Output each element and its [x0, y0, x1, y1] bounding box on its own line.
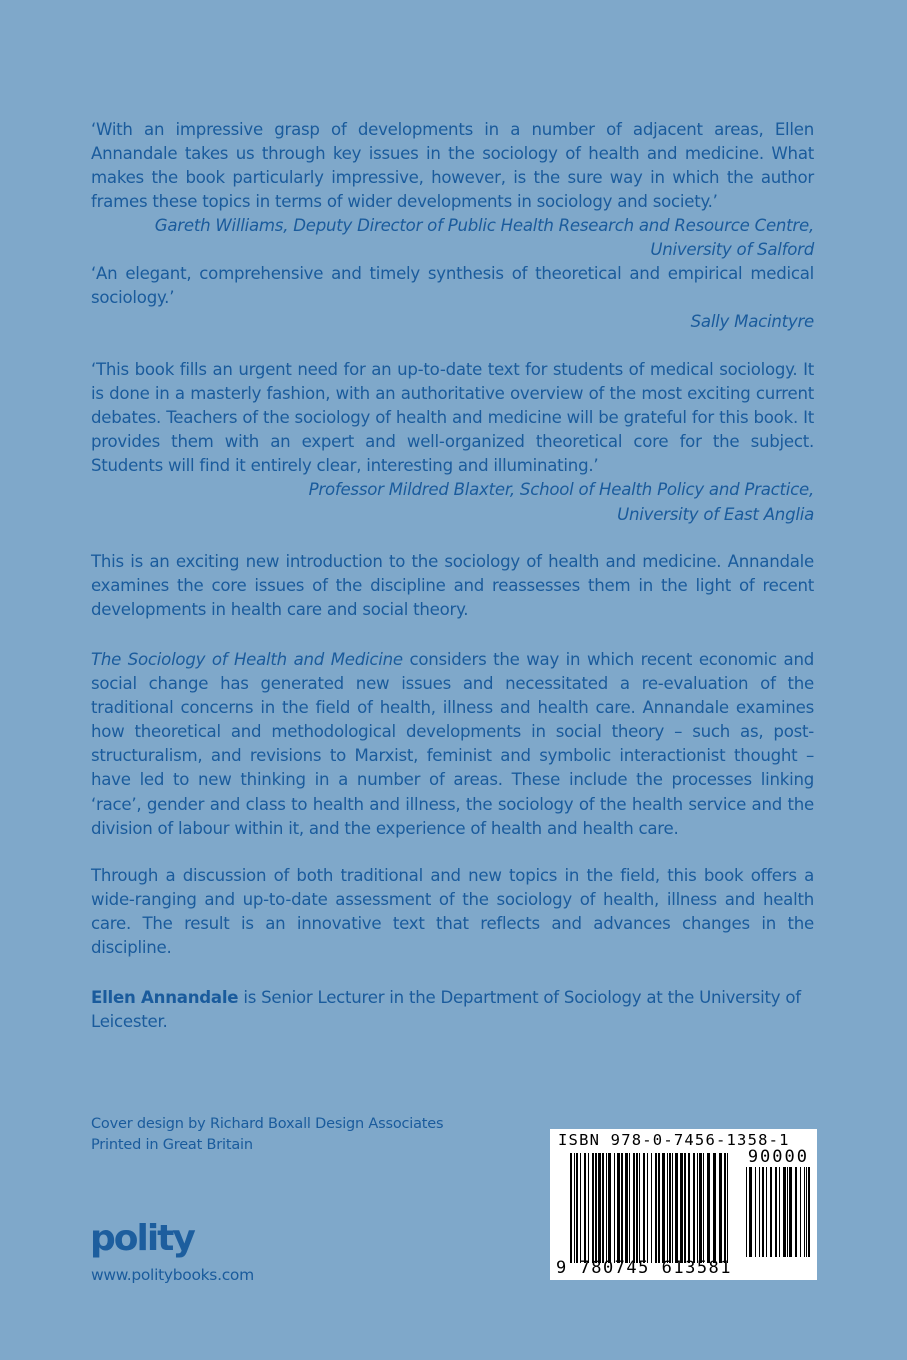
barcode-bar	[779, 1167, 780, 1257]
quote-attribution: Sally Macintyre	[690, 312, 814, 332]
review-quote-2	[91, 262, 814, 334]
barcode-bar	[643, 1153, 645, 1263]
barcode-bar	[688, 1153, 690, 1263]
barcode-bar	[762, 1167, 764, 1257]
quote-attribution: Professor Mildred Blaxter, School of Health Policy and Practice,	[308, 480, 814, 500]
barcode-bar	[789, 1167, 792, 1257]
barcode-bar	[699, 1153, 702, 1263]
barcode-bar	[574, 1153, 575, 1263]
barcode-bar	[746, 1167, 747, 1257]
ean-digits: 9 780745 613581	[556, 1258, 733, 1278]
review-quote-1	[91, 118, 814, 263]
barcode-bar	[787, 1167, 788, 1257]
barcode-bar	[614, 1153, 615, 1263]
bio-text: is Senior Lecturer in the Department of Sociology at the University of Leicester.	[91, 988, 801, 1032]
barcode-bar	[598, 1153, 601, 1263]
barcode-bar	[724, 1153, 726, 1263]
barcode-bar	[621, 1153, 623, 1263]
barcode-bar	[584, 1153, 586, 1263]
barcode-bar	[680, 1153, 683, 1263]
quote-text: ‘An elegant, comprehensive and timely synthesis of theoretical and empirical medical sociology.’	[91, 264, 814, 308]
barcode-bar	[770, 1167, 772, 1257]
barcode-bar	[713, 1153, 716, 1263]
barcode-bar	[759, 1167, 760, 1257]
barcode-bar	[675, 1153, 678, 1263]
barcode-bar	[669, 1153, 671, 1263]
barcode-bar	[806, 1167, 807, 1257]
author-bio	[91, 986, 814, 1034]
barcode-bar	[693, 1153, 695, 1263]
barcode-bar	[749, 1167, 752, 1257]
price-addon-code: 90000	[747, 1147, 809, 1167]
barcode-bar	[755, 1167, 756, 1257]
barcode-bar	[658, 1153, 660, 1263]
barcode-bar	[655, 1153, 657, 1263]
barcode-bar	[595, 1153, 597, 1263]
barcode-bar	[576, 1153, 578, 1263]
barcode-bar	[639, 1153, 640, 1263]
quote-text: ‘This book fills an urgent need for an up-to-date text for students of medical sociology. It is done in a masterly fashion, with an authoritative overview of the most exciting current debates. Teachers of the sociology of health and medicine will be grateful for this book. It provides them with an expert and well-organized theoretical core for the subject. Students will find it entirely clear, interesting and illuminating.’	[91, 360, 814, 476]
cover-credit: Cover design by Richard Boxall Design Associates	[91, 1116, 444, 1132]
isbn-barcode	[550, 1129, 817, 1280]
barcode-bar	[783, 1167, 786, 1257]
barcode-bar	[775, 1167, 777, 1257]
barcode-bar	[795, 1167, 797, 1257]
quote-attribution-affiliation: University of East Anglia	[617, 504, 814, 524]
barcode-bar	[662, 1153, 665, 1263]
barcode-bar	[602, 1153, 604, 1263]
description-paragraph-1: This is an exciting new introduction to the sociology of health and medicine. Annandale examines the core issues of the discipline and reassesses them in the light of recent developments in health care and social theory.	[91, 552, 814, 620]
publisher-url: www.politybooks.com	[91, 1266, 254, 1284]
barcode-bar	[633, 1153, 635, 1263]
barcode-bar	[647, 1153, 648, 1263]
description-paragraph-3: Through a discussion of both traditional and new topics in the field, this book offers a wide-ranging and up-to-date assessment of the sociology of health, illness and health care. The result is an innovative text that reflects and advances changes in the discipline.	[91, 866, 814, 958]
quote-attribution: Gareth Williams, Deputy Director of Public Health Research and Resource Centre,	[154, 216, 814, 236]
barcode-bar	[697, 1153, 698, 1263]
barcode-bar	[808, 1167, 810, 1257]
description-paragraph-2	[91, 648, 814, 841]
barcode-bar	[580, 1153, 581, 1263]
paragraph-text: considers the way in which recent economic and social change has generated new issues and necessitated a re-evaluation of the traditional concerns in the field of health, illness and health care. Annandale examines how theoretical and methodological developments in social theory – such as, post-structuralism, and revisions to Marxist, feminist and symbolic interactionist thought – have led to new thinking in a number of areas. These include the processes linking ‘race’, gender and class to health and illness, the sociology of the health service and the division of labour within it, and the experience of health and health care.	[91, 650, 814, 838]
isbn-text: ISBN 978-0-7456-1358-1	[558, 1131, 790, 1149]
barcode-bar	[667, 1153, 668, 1263]
barcode-bar	[592, 1153, 594, 1263]
barcode-bar	[570, 1153, 572, 1263]
barcode-bar	[703, 1153, 704, 1263]
book-title: The Sociology of Health and Medicine	[91, 650, 403, 669]
barcode-bar	[636, 1153, 638, 1263]
printed-in: Printed in Great Britain	[91, 1137, 253, 1153]
barcode-bar	[629, 1153, 630, 1263]
barcode-bar	[617, 1153, 620, 1263]
barcode-bar	[625, 1153, 628, 1263]
barcode-bar	[684, 1153, 686, 1263]
quote-text: ‘With an impressive grasp of developments in a number of adjacent areas, Ellen Annandale takes us through key issues in the sociology of health and medicine. What makes the book particularly impressive, however, is the sure way in which the author frames these topics in terms of wider developments in sociology and society.’	[91, 120, 814, 212]
barcode-bar	[672, 1153, 673, 1263]
barcode-bar	[606, 1153, 607, 1263]
barcode-bar	[800, 1167, 801, 1257]
barcode-bar	[766, 1167, 767, 1257]
review-quote-3	[91, 358, 814, 527]
barcode-bar	[719, 1153, 722, 1263]
polity-logo: polity	[90, 1218, 194, 1259]
quote-attribution-affiliation: University of Salford	[650, 240, 814, 260]
barcode-bar	[651, 1153, 652, 1263]
barcode-bar	[707, 1153, 710, 1263]
author-name: Ellen Annandale	[91, 988, 239, 1007]
barcode-bar	[804, 1167, 805, 1257]
barcode-bar	[727, 1153, 728, 1263]
barcode-bar	[608, 1153, 611, 1263]
barcode-bar	[588, 1153, 589, 1263]
